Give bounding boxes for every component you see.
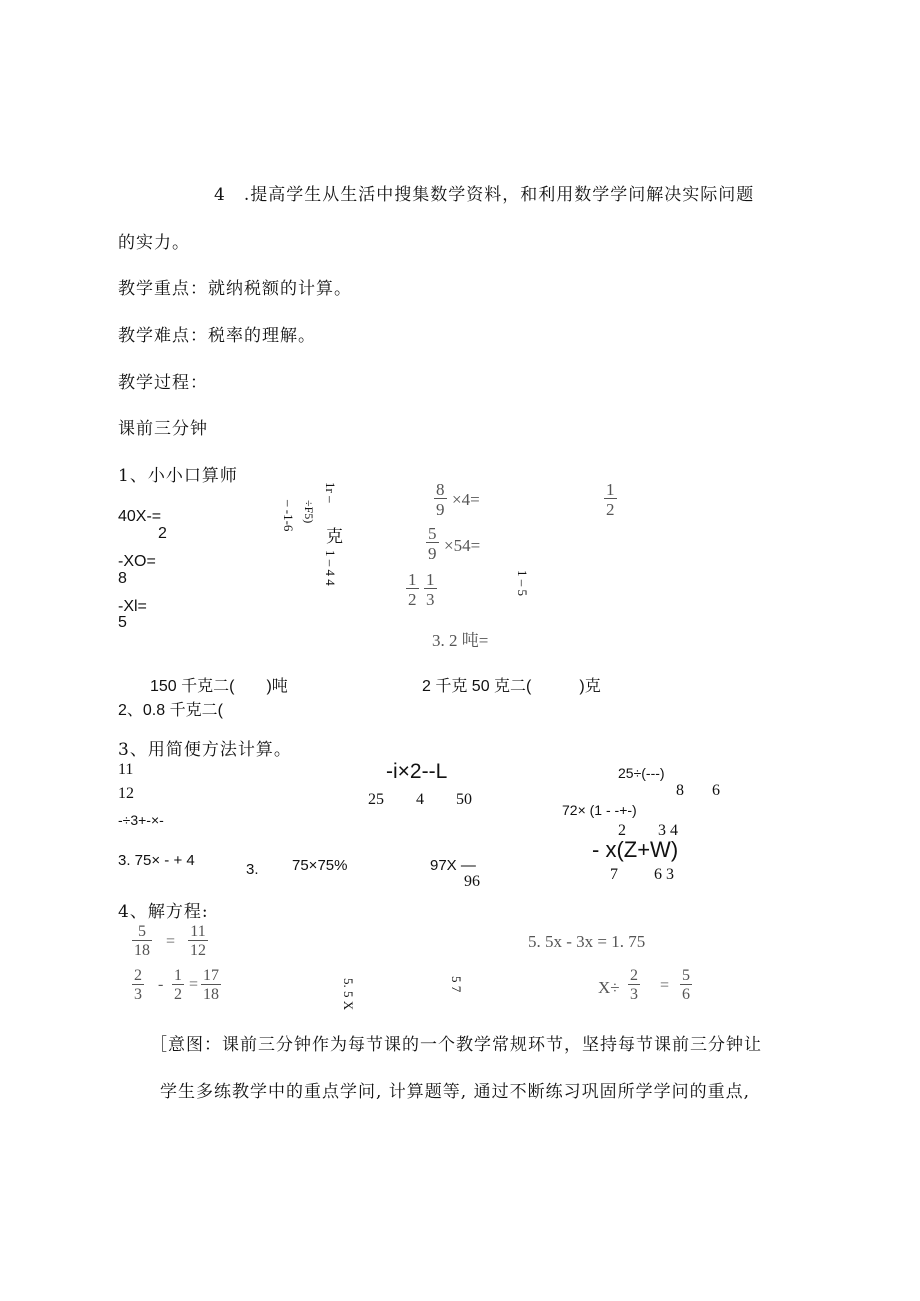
eq1-fraction-right [188, 924, 208, 959]
eq1-operator: = [166, 933, 176, 950]
fraction-1-2-right [604, 481, 617, 518]
rotated-text-3: 1r – [323, 482, 338, 503]
rotated-text-6: 1 – 5 [515, 570, 530, 596]
section2-title: 2、0.8 千克二( [118, 702, 223, 719]
objective-line-cont: 的实力。 [118, 233, 190, 253]
expr-7-sub: 96 [464, 873, 480, 890]
expr-1-bottom: 12 [118, 785, 134, 802]
eq-rotated-b: 5 7 [449, 976, 464, 993]
key-point: 教学重点：就纳税额的计算。 [118, 279, 352, 299]
intent-line-1: ［意图：课前三分钟作为每节课的一个教学常规环节，坚持每节课前三分钟让 [150, 1035, 762, 1055]
fraction-denominator: 3 [134, 986, 142, 1003]
oral-item-3: -Xl= [118, 598, 147, 615]
expr-10: - x(Z+W) [592, 837, 679, 862]
conversion-line-b: 2 千克 50 克二( )克 [422, 678, 601, 695]
oral-tons: 3. 2 吨= [432, 631, 489, 650]
fraction-denominator: 18 [203, 986, 219, 1003]
expr-1-top: 11 [118, 761, 134, 778]
fraction-denominator: 3 [426, 590, 435, 609]
expr-3: 3. 75× - + 4 [118, 852, 195, 869]
fraction-numerator: 2 [134, 967, 142, 984]
oral-item-2-sub: 8 [118, 570, 127, 587]
fraction-1-2 [406, 571, 419, 608]
oral-item-2: -XO= [118, 553, 156, 570]
oral-item-1: 40X-= [118, 508, 162, 525]
fraction-1-3 [424, 571, 437, 608]
oral-item-3-sub: 5 [118, 614, 127, 631]
fraction-denominator: 2 [174, 986, 182, 1003]
eq2-fraction-1 [132, 968, 144, 1003]
rotated-text-4: 克 [326, 527, 343, 546]
oral-mult-4: ×4= [452, 490, 480, 509]
eq4-fraction-1 [628, 968, 640, 1003]
fraction-numerator: 2 [630, 967, 638, 984]
section1-title: 1、小小口算师 [118, 466, 238, 486]
fraction-numerator: 5 [132, 924, 152, 941]
intent-line-2: 学生多练教学中的重点学问, 计算题等, 通过不断练习巩固所学学问的重点, [160, 1082, 751, 1102]
eq4-lead: X÷ [598, 978, 620, 997]
expr-4: 3. [246, 861, 259, 878]
section4-title: 4、解方程: [118, 902, 209, 922]
expr-6-sub: 25 4 50 [368, 791, 473, 808]
fraction-denominator: 9 [428, 544, 437, 563]
fraction-5-9 [426, 525, 439, 562]
expr-8: 25÷(---) [618, 765, 665, 781]
expr-7: 97X — [430, 857, 476, 874]
eq2-fraction-2 [172, 968, 184, 1003]
fraction-numerator: 8 [436, 480, 445, 499]
fraction-denominator: 18 [134, 942, 150, 959]
eq2-minus: - [158, 976, 164, 993]
fraction-numerator: 11 [188, 924, 208, 941]
expr-8-sub1: 8 [676, 782, 684, 799]
fraction-denominator: 12 [190, 942, 206, 959]
expr-9-sub: 2 3 4 [618, 822, 679, 839]
oral-mult-54: ×54= [444, 536, 481, 555]
fraction-numerator: 1 [174, 967, 182, 984]
eq4-equals: = [660, 977, 670, 994]
fraction-denominator: 2 [408, 590, 417, 609]
fraction-8-9 [434, 481, 447, 518]
eq2-fraction-3 [201, 968, 221, 1003]
fraction-numerator: 5 [682, 967, 690, 984]
conversion-line-a: 150 千克二( )吨 [150, 678, 288, 695]
fraction-denominator: 9 [436, 500, 445, 519]
oral-item-1-sub: 2 [158, 525, 167, 542]
rotated-text-2: – -1-6 [281, 500, 296, 532]
fraction-numerator: 1 [408, 570, 417, 589]
expr-10-sub: 7 6 3 [610, 866, 675, 883]
eq1-fraction-left [132, 924, 152, 959]
eq3: 5. 5x - 3x = 1. 75 [528, 932, 646, 951]
warmup-heading: 课前三分钟 [118, 419, 208, 439]
fraction-numerator: 17 [203, 967, 219, 984]
objective-line: 4 .提高学生从生活中搜集数学资料，和利用数学学问解决实际问题 [214, 185, 755, 205]
expr-8-sub2: 6 [712, 782, 720, 799]
eq-rotated-a: 5. 5 X [341, 978, 356, 1011]
expr-2: -÷3+-×- [118, 812, 164, 828]
fraction-denominator: 2 [606, 500, 615, 519]
fraction-numerator: 1 [426, 570, 435, 589]
expr-9: 72× (1 - -+-) [562, 802, 637, 818]
expr-6: -i×2--L [386, 760, 448, 783]
rotated-text-5: 1 – 4 4 [323, 550, 338, 586]
eq2-equals: = [189, 976, 199, 993]
eq4-fraction-2 [680, 968, 692, 1003]
fraction-numerator: 5 [428, 524, 437, 543]
difficult-point: 教学难点：税率的理解。 [118, 326, 316, 346]
rotated-text-1: ÷F5) [302, 500, 316, 524]
section3-title: 3、用简便方法计算。 [118, 740, 292, 760]
process-heading: 教学过程： [118, 373, 208, 393]
expr-5: 75×75% [292, 857, 348, 874]
fraction-denominator: 6 [682, 986, 690, 1003]
fraction-numerator: 1 [606, 480, 615, 499]
fraction-denominator: 3 [630, 986, 638, 1003]
